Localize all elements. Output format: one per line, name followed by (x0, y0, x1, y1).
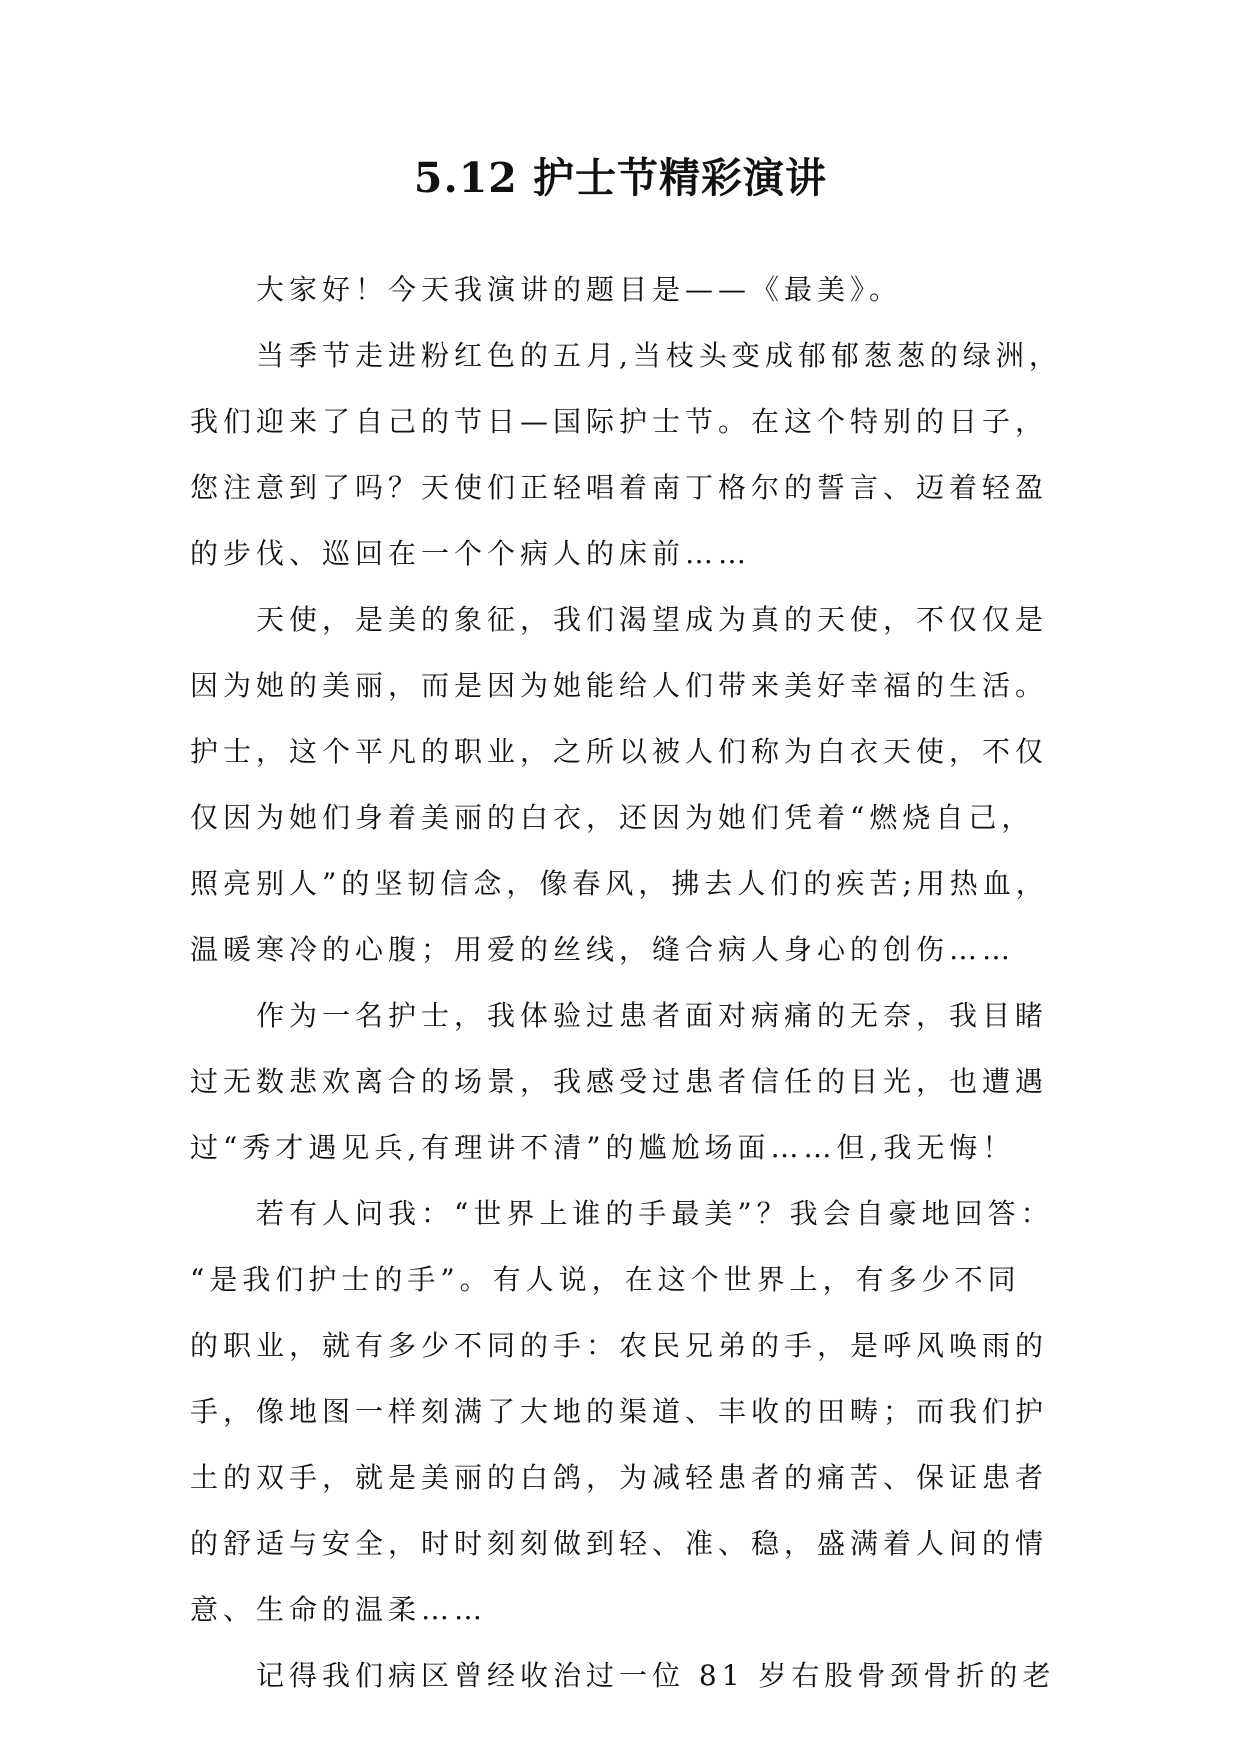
paragraph-line: 作为一名护士，我体验过患者面对病痛的无奈，我目睹 (256, 999, 1049, 1032)
paragraph-line: 过无数悲欢离合的场景，我感受过患者信任的目光，也遭遇 (190, 1065, 1049, 1098)
paragraph-line: 当季节走进粉红色的五月,当枝头变成郁郁葱葱的绿洲， (256, 339, 1062, 372)
document-title: 5.12 护士节精彩演讲 (413, 154, 828, 202)
paragraph-line: 的舒适与安全，时时刻刻做到轻、准、稳，盛满着人间的情 (190, 1527, 1049, 1560)
paragraph-line: 天使，是美的象征，我们渴望成为真的天使，不仅仅是 (256, 603, 1049, 636)
paragraph-line: 您注意到了吗？天使们正轻唱着南丁格尔的誓言、迈着轻盈 (190, 471, 1049, 504)
paragraph-line: 照亮别人”的坚韧信念，像春风，拂去人们的疾苦;用热血， (190, 867, 1049, 900)
paragraph-line: 的步伐、巡回在一个个病人的床前…… (190, 537, 752, 570)
paragraph-line: 若有人问我：“世界上谁的手最美”？我会自豪地回答： (256, 1197, 1054, 1230)
paragraph-line: 仅因为她们身着美丽的白衣，还因为她们凭着“燃烧自己， (190, 801, 1035, 834)
paragraph-line: 我们迎来了自己的节日—国际护士节。在这个特别的日子， (190, 405, 1049, 438)
paragraph-line: 大家好！今天我演讲的题目是——《最美》。 (256, 273, 903, 306)
paragraph-line: 手，像地图一样刻满了大地的渠道、丰收的田畴；而我们护 (190, 1395, 1049, 1428)
paragraph-line: 因为她的美丽，而是因为她能给人们带来美好幸福的生活。 (190, 669, 1049, 702)
paragraph-line: 过“秀才遇见兵,有理讲不清”的尴尬场面……但,我无悔！ (190, 1131, 1016, 1164)
paragraph-line: 护士，这个平凡的职业，之所以被人们称为白衣天使，不仅 (190, 735, 1049, 768)
paragraph-line: 意、生命的温柔…… (190, 1593, 488, 1626)
paragraph-line: 记得我们病区曾经收治过一位 81 岁右股骨颈骨折的老 (256, 1659, 1056, 1692)
paragraph-line: 土的双手，就是美丽的白鸽，为减轻患者的痛苦、保证患者 (190, 1461, 1049, 1494)
paragraph-line: 温暖寒冷的心腹；用爱的丝线，缝合病人身心的创伤…… (190, 933, 1016, 966)
document-body (190, 257, 1090, 1709)
paragraph-line: 的职业，就有多少不同的手：农民兄弟的手，是呼风唤雨的 (190, 1329, 1049, 1362)
paragraph-line: “是我们护士的手”。有人说，在这个世界上，有多少不同 (190, 1263, 1021, 1296)
